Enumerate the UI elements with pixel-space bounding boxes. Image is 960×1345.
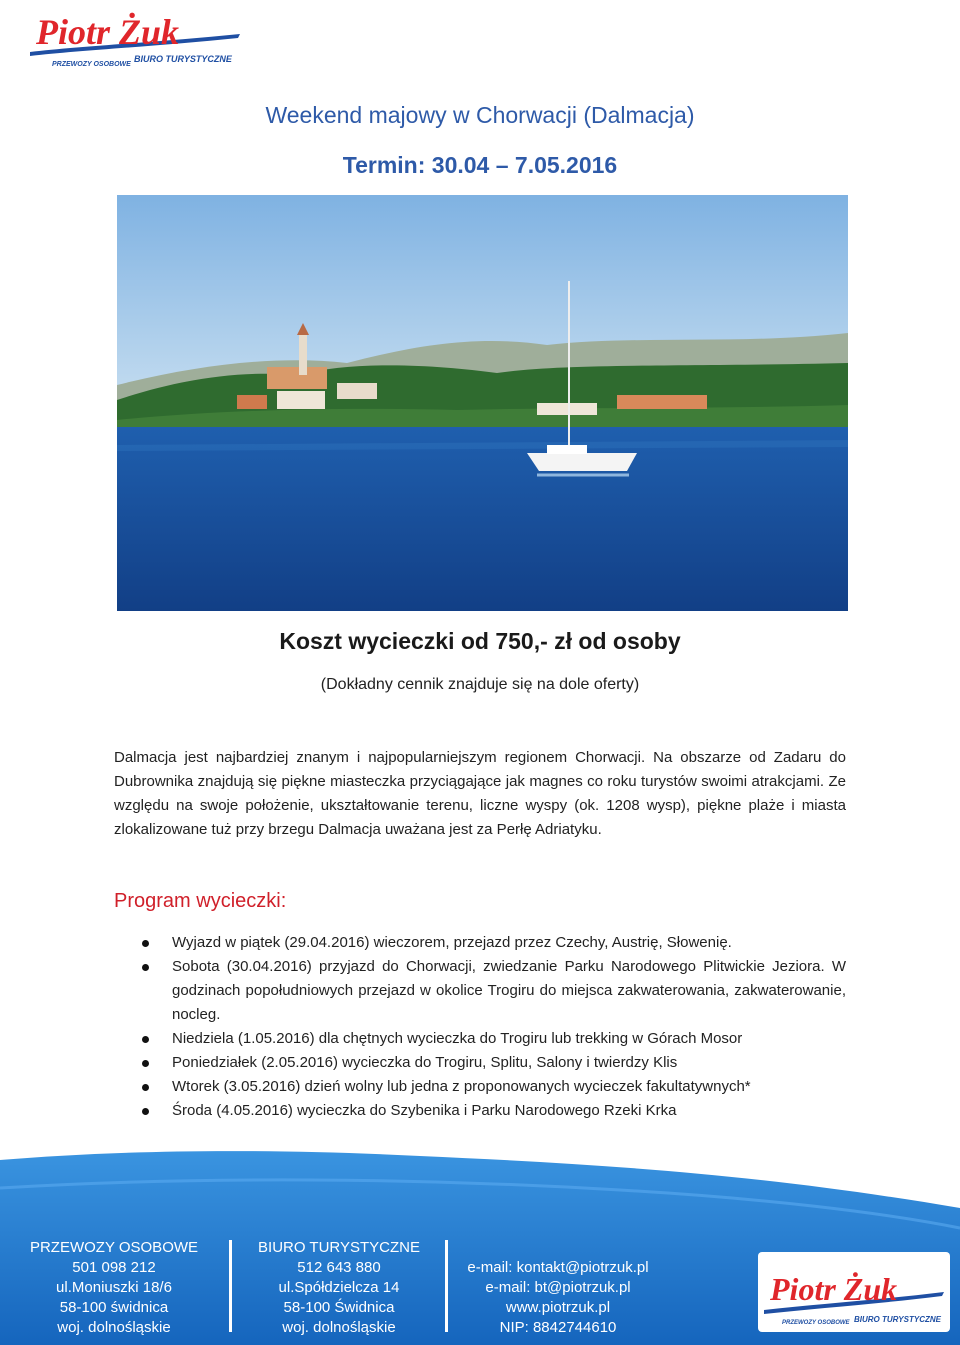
page-title: Weekend majowy w Chorwacji (Dalmacja) <box>265 102 695 128</box>
footer-email-contact[interactable]: e-mail: kontakt@piotrzuk.pl <box>467 1259 649 1276</box>
bullet-icon <box>142 1036 149 1043</box>
footer-logo-name: Piotr Żuk <box>770 1271 898 1307</box>
bullet-icon <box>142 1108 149 1115</box>
footer-office-region: woj. dolnośląskie <box>282 1319 396 1336</box>
program-item: Sobota (30.04.2016) przyjazd do Chorwacji, zwiedzanie Parku Narodowego Plitwickie Jeziora. W godzinach popołudniowych przejazd w okolice Trogiru do miejsca zakwaterowania, zakwaterowanie, nocleg. <box>114 955 846 1027</box>
footer-office-city: 58-100 Świdnica <box>283 1299 395 1316</box>
program-item: Środa (4.05.2016) wycieczka do Szybenika i Parku Narodowego Rzeki Krka <box>114 1099 846 1123</box>
logo-tagline-right: BIURO TURYSTYCZNE <box>134 54 232 64</box>
company-logo <box>22 6 248 68</box>
footer-office-phone: 512 643 880 <box>297 1259 381 1276</box>
program-item: Poniedziałek (2.05.2016) wycieczka do Trogiru, Splitu, Salony i twierdzy Klis <box>114 1051 846 1075</box>
bullet-icon <box>142 964 149 971</box>
program-list <box>114 931 846 1123</box>
cost-note: (Dokładny cennik znajduje się na dole oferty) <box>320 676 640 693</box>
footer-transport-contact <box>8 1238 220 1338</box>
footer-travel-office-contact <box>236 1238 442 1338</box>
program-heading: Program wycieczki: <box>114 890 287 912</box>
trip-term: Termin: 30.04 – 7.05.2016 <box>342 152 618 178</box>
footer-transport-city: 58-100 świdnica <box>59 1299 169 1316</box>
bullet-icon <box>142 940 149 947</box>
footer-divider <box>229 1240 232 1332</box>
footer-transport-street: ul.Moniuszki 18/6 <box>56 1279 172 1296</box>
intro-text: Dalmacja jest najbardziej znanym i najpopularniejszym regionem Chorwacji. Na obszarze od Zadaru do Dubrownika znajdują się piękne miasteczka przyciągające jak magnes co roku turystów swoimi atrakcjami. Ze względu na swoje położenie, ukształtowanie terenu, liczne wyspy (ok. 1208 wysp), piękne plaże i miasta zlokalizowane tuż przy brzegu Dalmacja uważana jest za Perłę Adriatyku. <box>114 749 846 838</box>
logo-tagline-left: PRZEWOZY OSOBOWE <box>52 61 131 68</box>
footer-website-link[interactable]: www.piotrzuk.pl <box>505 1299 611 1316</box>
trip-cost: Koszt wycieczki od 750,- zł od osoby <box>279 628 681 654</box>
footer-logo-tagline-left: PRZEWOZY OSOBOWE <box>782 1320 850 1326</box>
footer-transport-title: PRZEWOZY OSOBOWE <box>29 1239 199 1256</box>
coast-sailboat-photo <box>117 195 848 611</box>
program-item: Niedziela (1.05.2016) dla chętnych wycieczka do Trogiru lub trekking w Górach Mosor <box>114 1027 846 1051</box>
footer-online-contact <box>448 1258 668 1338</box>
bullet-icon <box>142 1084 149 1091</box>
footer-transport-phone: 501 098 212 <box>72 1259 156 1276</box>
footer-nip: NIP: 8842744610 <box>499 1319 617 1336</box>
bullet-icon <box>142 1060 149 1067</box>
program-item: Wyjazd w piątek (29.04.2016) wieczorem, przejazd przez Czechy, Austrię, Słowenię. <box>114 931 846 955</box>
footer-logo-tagline-right: BIURO TURYSTYCZNE <box>854 1315 941 1324</box>
footer-transport-region: woj. dolnośląskie <box>57 1319 171 1336</box>
footer-logo <box>758 1252 950 1332</box>
footer-office-title: BIURO TURYSTYCZNE <box>258 1239 420 1256</box>
program-item: Wtorek (3.05.2016) dzień wolny lub jedna z proponowanych wycieczek fakultatywnych* <box>114 1075 846 1099</box>
footer-office-street: ul.Spółdzielcza 14 <box>278 1279 400 1296</box>
logo-name: Piotr Żuk <box>36 12 180 52</box>
intro-paragraph <box>114 746 846 842</box>
footer-email-bt[interactable]: e-mail: bt@piotrzuk.pl <box>485 1279 631 1296</box>
